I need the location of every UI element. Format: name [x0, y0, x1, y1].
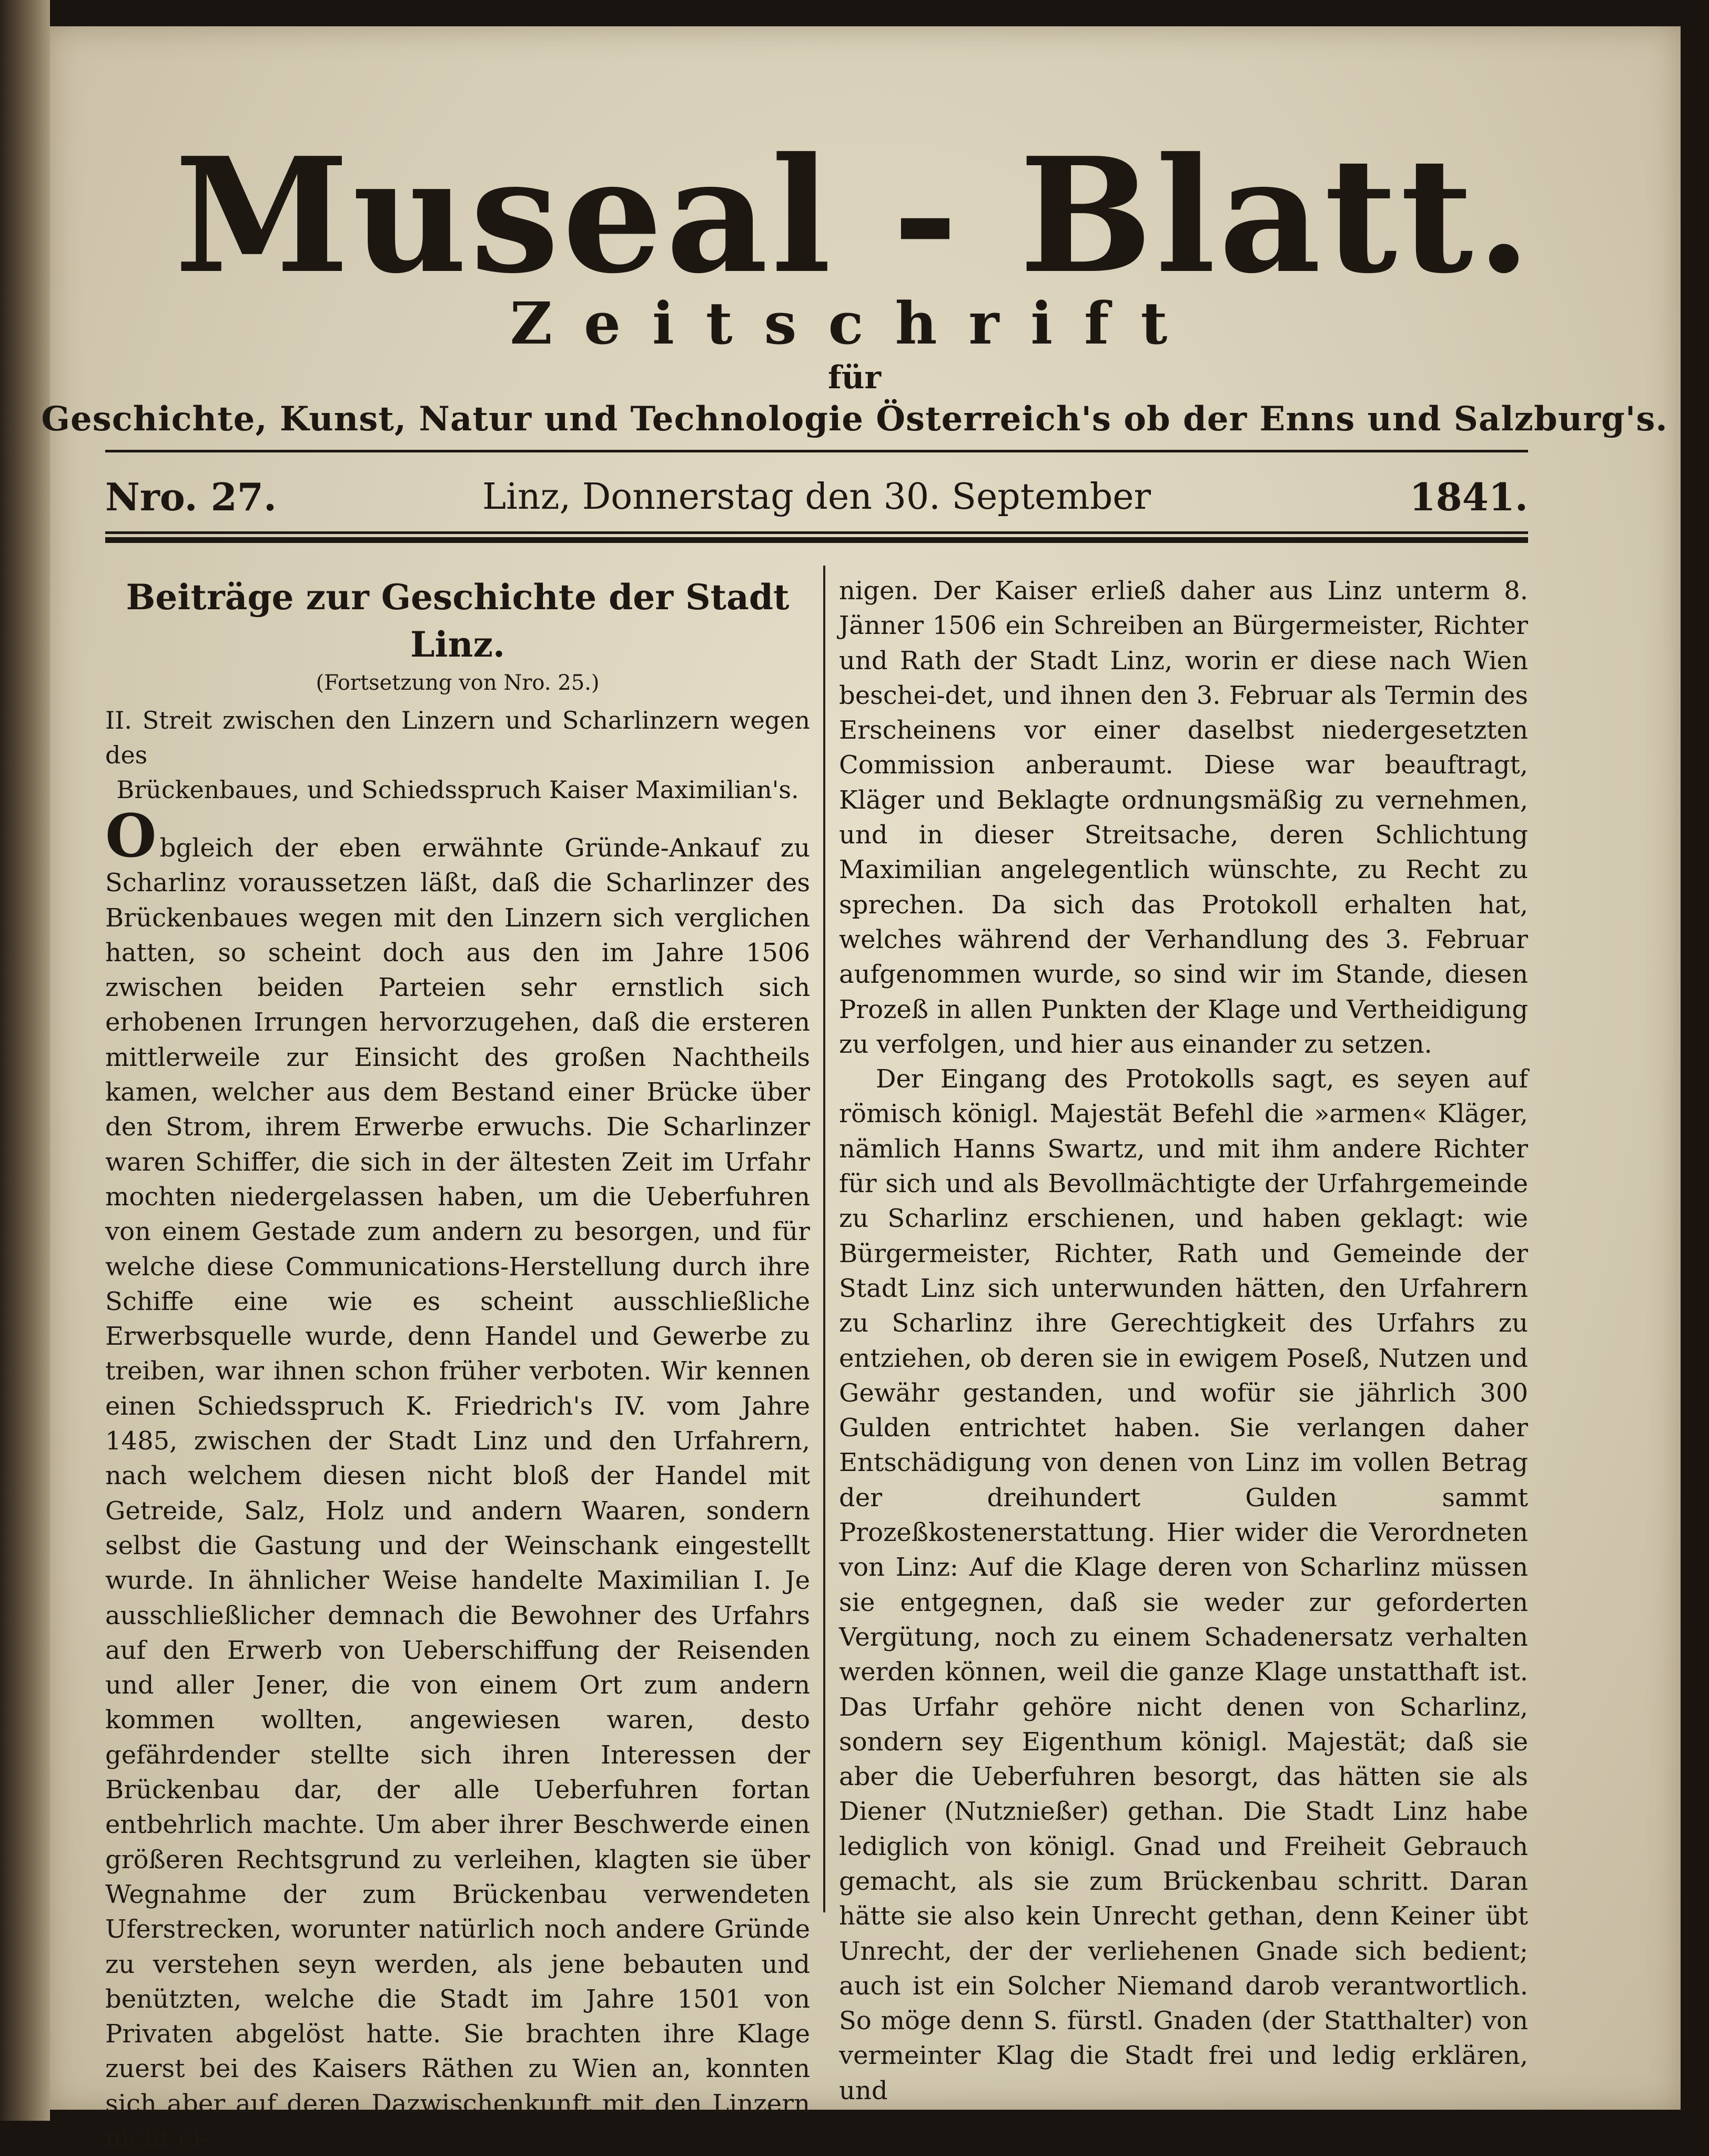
article-subheading [105, 703, 810, 807]
masthead-tagline: Geschichte, Kunst, Natur und Technologie Österreich's ob der Enns und Salzburg's. [41, 399, 1668, 439]
issue-number: Nro. 27. [105, 475, 277, 519]
double-rule [105, 531, 1528, 543]
masthead-title: Museal - Blatt. [174, 123, 1535, 308]
article-subheading-line1: II. Streit zwischen den Linzern und Scharlinzern wegen des [105, 706, 810, 769]
right-paragraph-1: nigen. Der Kaiser erließ daher aus Linz unterm 8. Jänner 1506 ein Schreiben an Bürgermeister, Richter und Rath der Stadt Linz, worin er diese nach Wien beschei-det, und ihnen den 3. Februar als Termin des Erscheinens vor einer daselbst niedergesetzten Commission anberaumt. Diese war beauftragt, Kläger und Beklagte ordnungsmäßig zu vernehmen, und in dieser Streitsache, deren Schlichtung Maximilian angelegentlich wünschte, zu Recht zu sprechen. Da sich das Protokoll erhalten hat, welches während der Verhandlung des 3. Februar aufgenommen wurde, so sind wir im Stande, diesen Prozeß in allen Punkten der Klage und Vertheidigung zu verfolgen, und hier aus einander zu setzen. [839, 576, 1528, 1059]
right-column [839, 573, 1528, 2108]
left-column [105, 573, 810, 2156]
issue-year: 1841. [1409, 475, 1528, 519]
article-continuation: (Fortsetzung von Nro. 25.) [316, 671, 600, 695]
issue-line [105, 473, 1528, 521]
article-title: Beiträge zur Geschichte der Stadt Linz. [126, 577, 790, 665]
left-paragraph: Obgleich der eben erwähnte Gründe-Ankauf zu Scharlinz voraussetzen läßt, daß die Scharlinzer des Brückenbaues wegen mit den Linzern sich verglichen hatten, so scheint doch aus den im Jahre 1506 zwischen beiden Parteien sehr ernstlich sich erhobenen Irrungen hervorzugehen, daß die ersteren mittlerweile zur Einsicht des großen Nachtheils kamen, welcher aus dem Bestand einer Brücke über den Strom, ihrem Erwerbe erwuchs. Die Scharlinzer waren Schiffer, die sich in der ältesten Zeit im Urfahr mochten niedergelassen haben, um die Ueberfuhren von einem Gestade zum andern zu besorgen, und für welche diese Communications-Herstellung durch ihre Schiffe eine wie es scheint ausschließliche Erwerbsquelle wurde, denn Handel und Gewerbe zu treiben, war ihnen schon früher verboten. Wir kennen einen Schiedsspruch K. Friedrich's IV. vom Jahre 1485, zwischen der Stadt Linz und den Urfahrern, nach welchem diesen nicht bloß der Handel mit Getreide, Salz, Holz und andern Waaren, sondern selbst die Gastung und der Weinschank eingestellt wurde. In ähnlicher Weise handelte Maximilian I. Je ausschließlicher demnach die Bewohner des Urfahrs auf den Erwerb von Ueberschiffung der Reisenden und aller Jener, die von einem Ort zum andern kommen wollten, angewiesen waren, desto gefährdender stellte sich ihren Interessen der Brückenbau dar, der alle Ueberfuhren fortan entbehrlich machte. Um aber ihrer Beschwerde einen größeren Rechtsgrund zu verleihen, klagten sie über Wegnahme der zum Brückenbau verwendeten Uferstrecken, worunter natürlich noch andere Gründe zu verstehen seyn werden, als jene bebauten und benützten, welche die Stadt im Jahre 1501 von Privaten abgelöst hatte. Sie brachten ihre Klage zuerst bei des Kaisers Räthen zu Wien an, konnten sich aber auf deren Dazwischenkunft mit den Linzern nicht ei- [105, 802, 810, 2153]
article-subheading-line2: Brückenbaues, und Schiedsspruch Kaiser Maximilian's. [116, 775, 799, 804]
column-divider [823, 566, 825, 1912]
right-paragraph-2: Der Eingang des Protokolls sagt, es seyen auf römisch königl. Majestät Befehl die »armen« Kläger, nämlich Hanns Swartz, und mit ihm andere Richter für sich und als Bevollmächtigte der Urfahrgemeinde zu Scharlinz erschienen, und haben geklagt: wie Bürgermeister, Richter, Rath und Gemeinde der Stadt Linz sich unterwunden hätten, den Urfahrern zu Scharlinz ihre Gerechtigkeit des Urfahrs zu entziehen, ob deren sie in ewigem Poseß, Nutzen und Gewähr gestanden, und wofür sie jährlich 300 Gulden entrichtet haben. Sie verlangen daher Entschädigung von denen von Linz im vollen Betrag der dreihundert Gulden sammt Prozeßkostenerstattung. Hier wider die Verordneten von Linz: Auf die Klage deren von Scharlinz müssen sie entgegnen, daß sie weder zur geforderten Vergütung, noch zu einem Schadenersatz verhalten werden können, weil die ganze Klage unstatthaft ist. Das Urfahr gehöre nicht denen von Scharlinz, sondern sey Eigenthum königl. Majestät; daß sie aber die Ueberfuhren besorgt, das hätten sie als Diener (Nutznießer) gethan. Die Stadt Linz habe lediglich von königl. Gnad und Freiheit Gebrauch gemacht, als sie zum Brückenbau schritt. Daran hätte sie also kein Unrecht gethan, denn Keiner übt Unrecht, der der verliehenen Gnade sich bedient; auch ist ein Solcher Niemand darob verantwortlich. So möge denn S. fürstl. Gnaden (der Statthalter) von vermeinter Klag die Stadt frei und ledig erklären, und [839, 1064, 1528, 2105]
header-rule [105, 450, 1528, 452]
issue-place-date: Linz, Donnerstag den 30. September [482, 476, 1151, 518]
masthead-subtitle: Zeitschrift [510, 289, 1199, 357]
masthead-fuer: für [827, 359, 882, 396]
